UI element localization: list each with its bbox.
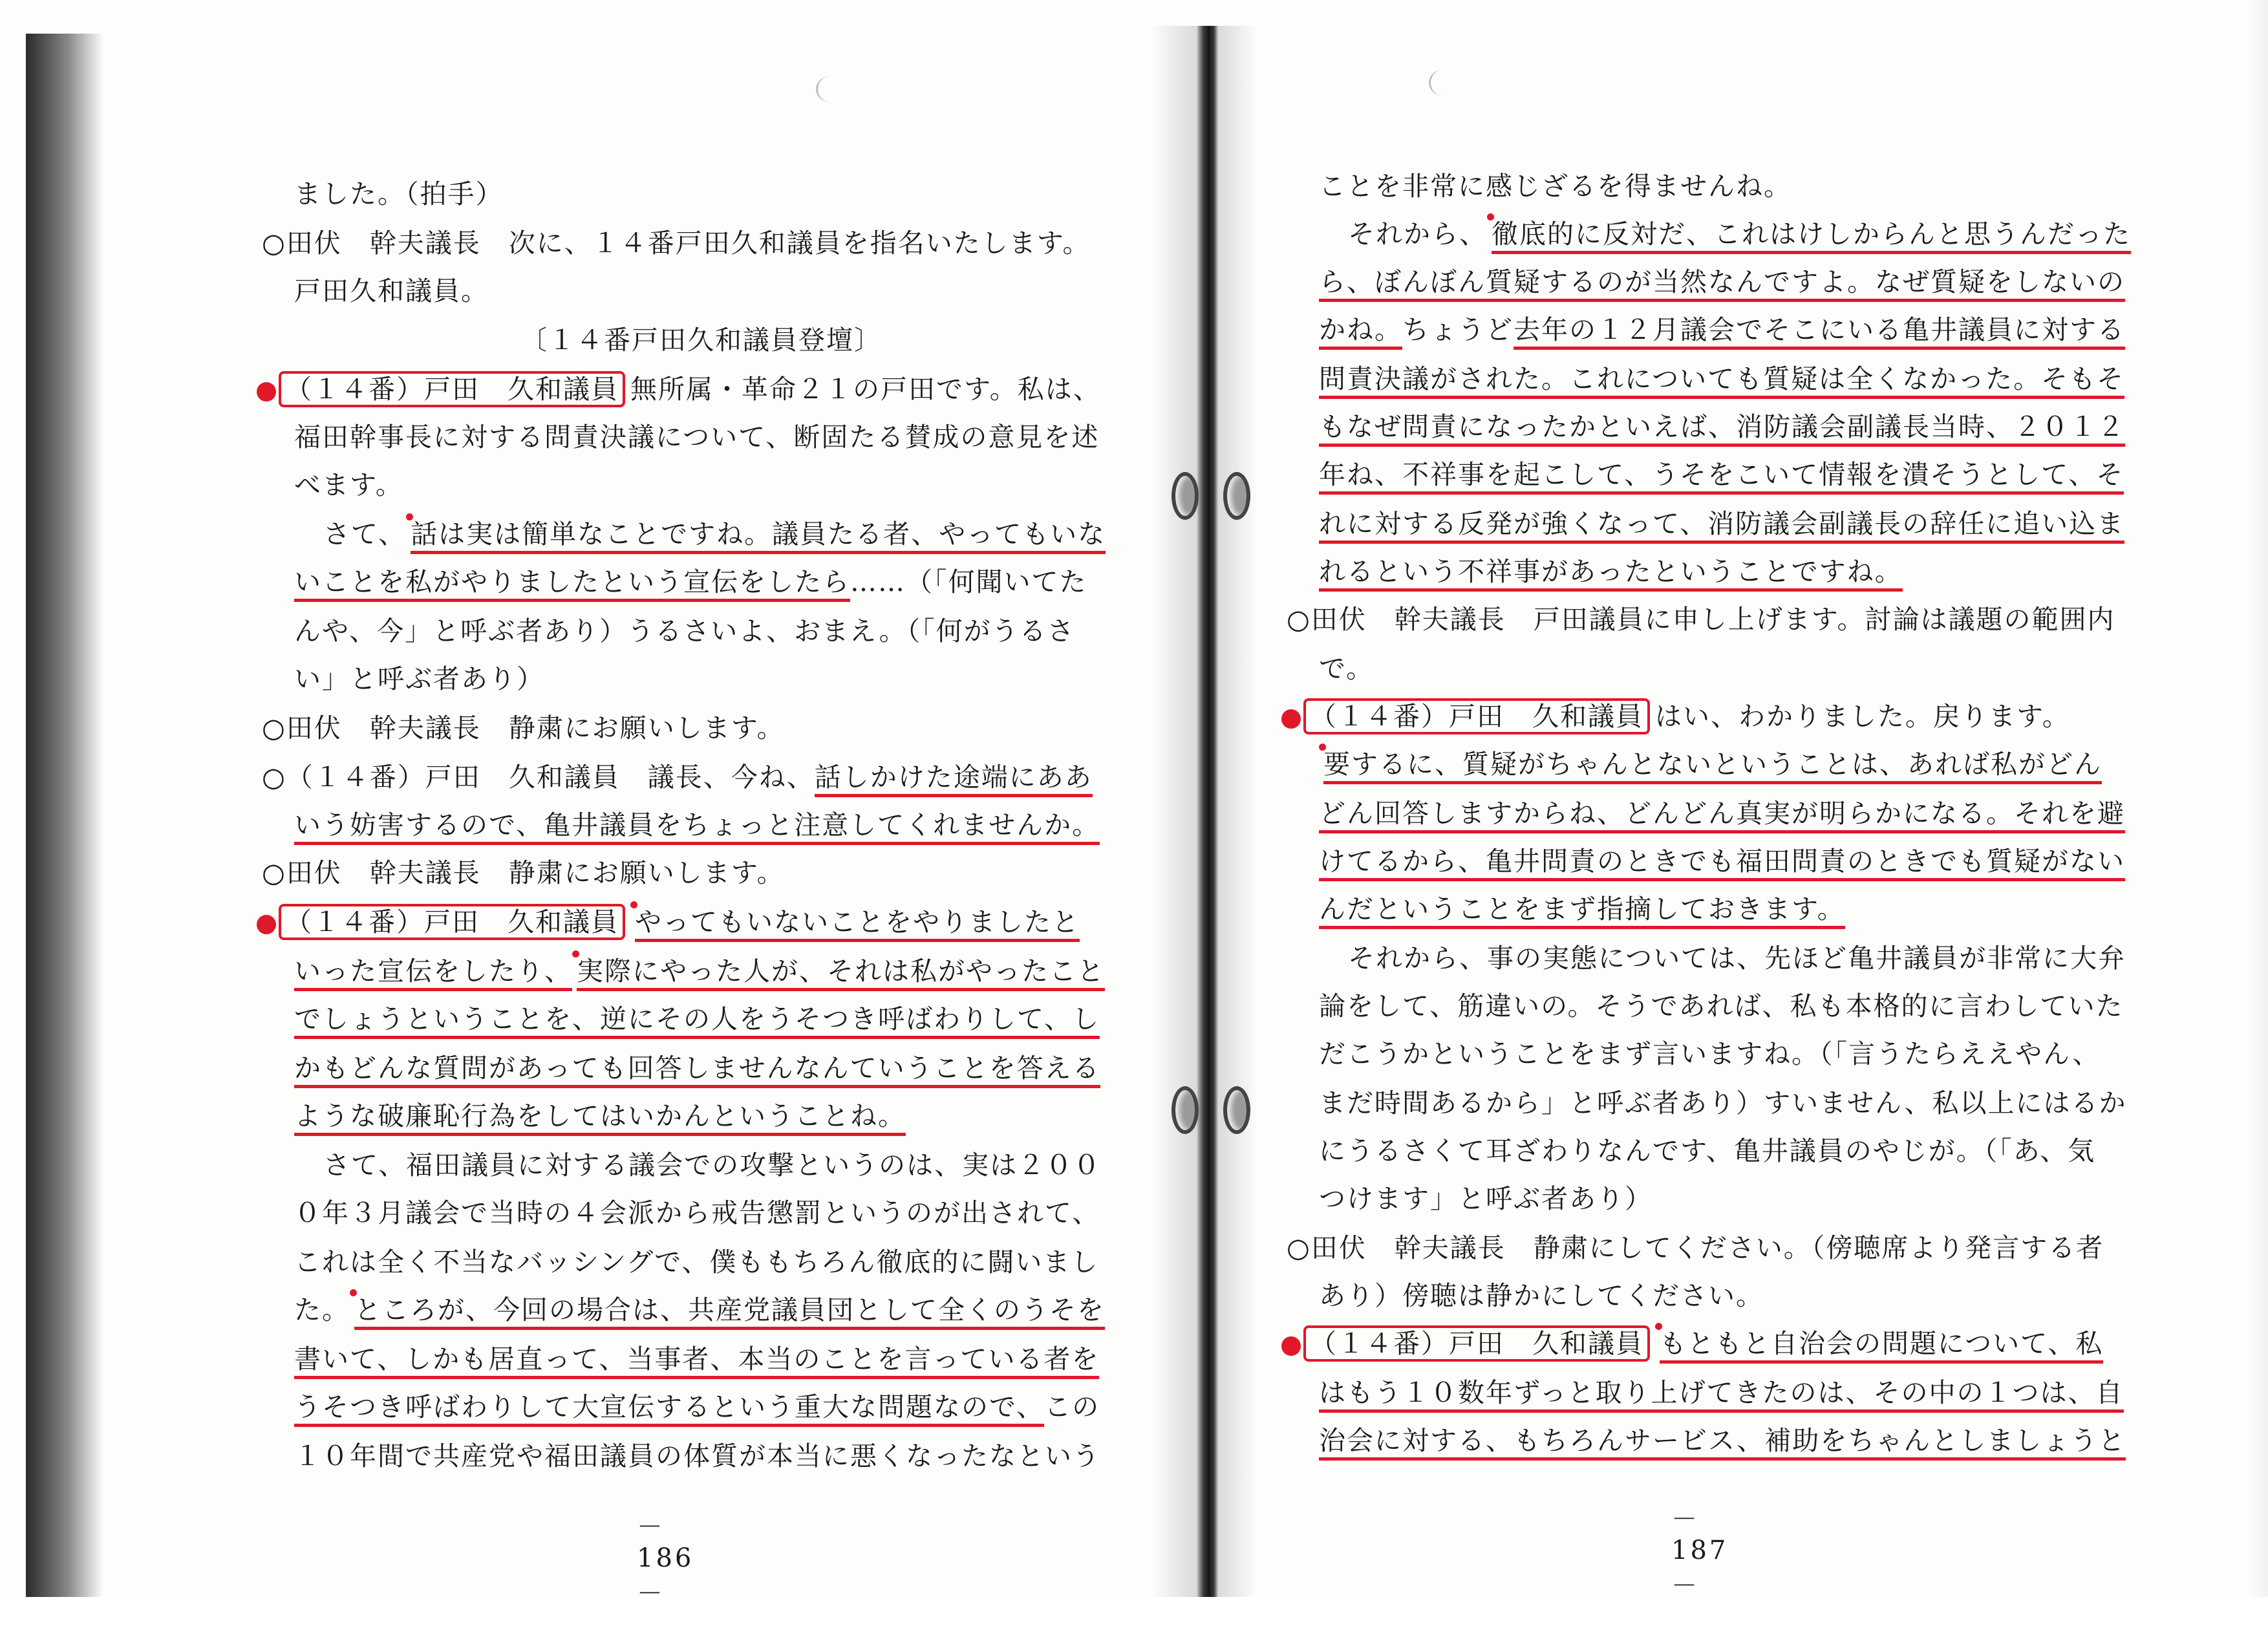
text-line: かね。ちょうど去年の１２月議会でそこにいる亀井議員に対する bbox=[1319, 313, 2125, 347]
underlined-text: いことを私がやりましたという宣伝をしたら bbox=[294, 566, 850, 602]
text-line bbox=[294, 1051, 1100, 1085]
underlined-text: かもどんな質問があっても回答しませんなんていうことを答える bbox=[294, 1053, 1100, 1088]
text-line: ○田伏 幹夫議長 次に、１４番戸田久和議員を指名いたします。 bbox=[262, 228, 1091, 259]
text-line: まだ時間あるから」と呼ぶ者あり）すいません、私以上にはるか bbox=[1319, 1088, 2127, 1119]
text-line bbox=[294, 1002, 1100, 1036]
text-line: １０年間で共産党や福田議員の体質が本当に悪くなったなという bbox=[294, 1441, 1100, 1472]
text-line: ０年３月議会で当時の４会派から戒告懲罰というのが出されて、 bbox=[294, 1197, 1100, 1228]
text-line: ○（１４番）戸田 久和議員 議長、今ね、話しかけた途端にああ bbox=[262, 760, 1093, 794]
underlined-text: 年ね、 bbox=[1319, 459, 1402, 495]
red-circle-mark bbox=[1281, 1336, 1301, 1356]
text-line: それから、事の実態については、先ほど亀井議員が非常に大弁 bbox=[1348, 943, 2126, 974]
text-line: ○田伏 幹夫議長 静粛にお願いします。 bbox=[262, 857, 785, 888]
boxed-speaker: （１４番）戸田 久和議員 bbox=[279, 371, 625, 407]
underlined-text: でしょうということを、逆にその人をうそつき呼ばわりして、し bbox=[294, 1003, 1100, 1039]
underlined-text: 問責決議がされた。これについても質疑は全くなかった。そもそ bbox=[1319, 363, 2124, 399]
underlined-text: やってもいないことをやりましたと bbox=[635, 906, 1080, 942]
text-line: （１４番）戸田 久和議員 はい、わかりました。戻ります。 bbox=[1287, 700, 2070, 733]
underlined-text: いった宣伝をしたり、 bbox=[294, 956, 572, 991]
text-line bbox=[1319, 747, 2102, 781]
boxed-speaker: （１４番）戸田 久和議員 bbox=[1303, 698, 1650, 734]
underlined-text: れに対する反発が強くなって、消防議会副議長の辞任に追い込ま bbox=[1319, 508, 2124, 544]
red-circle-mark bbox=[257, 915, 276, 934]
underlined-text: もともと自治会の問題について、私 bbox=[1660, 1328, 2103, 1364]
text-line bbox=[294, 1099, 906, 1133]
text-line bbox=[1319, 844, 2125, 878]
text-line bbox=[1319, 892, 1845, 926]
text-line: だこうかということをまず言いますね。（「言うたらええやん、 bbox=[1319, 1038, 2101, 1069]
underlined-text: 書いて、しかも居直って、当事者、本当のことを言っている者を bbox=[294, 1344, 1099, 1379]
underlined-text: んだということをまず指摘しておきます。 bbox=[1319, 894, 1845, 929]
text-line bbox=[1319, 265, 2125, 299]
right-page-edge bbox=[2243, 0, 2268, 1650]
text-line bbox=[1319, 507, 2124, 541]
red-circle-mark bbox=[257, 382, 276, 402]
underlined-text: うそつき呼ばわりして大宣伝するという重大な問題なので、 bbox=[294, 1391, 1044, 1427]
text-line: ○田伏 幹夫議長 静粛にお願いします。 bbox=[262, 712, 785, 744]
text-line bbox=[1319, 1424, 2126, 1457]
binder-hole bbox=[1171, 472, 1199, 520]
underlined-text: ところが、今回の場合は、共産党議員団として全くのうそを bbox=[354, 1294, 1105, 1330]
text-line: い」と呼ぶ者あり） bbox=[294, 663, 544, 694]
page-edge-shadow bbox=[26, 34, 103, 1598]
bottom-page-edge bbox=[0, 1597, 2268, 1650]
text-line: いことを私がやりましたという宣伝をしたら……（「何聞いてた bbox=[294, 565, 1087, 599]
text-line: ました。（拍手） bbox=[294, 178, 504, 209]
gutter-shade-right bbox=[1218, 26, 1257, 1603]
underlined-text: いう妨害するので、亀井議員をちょっと注意してくれませんか。 bbox=[294, 809, 1100, 845]
text-line: うそつき呼ばわりして大宣伝するという重大な問題なので、この bbox=[294, 1390, 1100, 1424]
underlined-text: 治会に対する、もちろんサービス、補助をちゃんとしましょうと bbox=[1319, 1425, 2126, 1461]
book-gutter bbox=[1197, 26, 1218, 1603]
text-line: さて、 話は実は簡単なことですね。議員たる者、やってもいな bbox=[323, 517, 1106, 551]
text-line bbox=[1287, 1327, 2103, 1360]
text-line: さて、福田議員に対する議会での攻撃というのは、実は２００ bbox=[323, 1150, 1102, 1181]
text-line bbox=[1319, 362, 2124, 396]
text-line bbox=[294, 1342, 1099, 1376]
text-line bbox=[1319, 458, 2124, 491]
text-line bbox=[294, 954, 1105, 988]
text-line: ことを非常に感じざるを得ませんね。 bbox=[1319, 171, 1792, 202]
underlined-text: 話しかけた途端にああ bbox=[815, 762, 1093, 797]
text-line: ○田伏 幹夫議長 静粛にしてください。（傍聴席より発言する者 bbox=[1287, 1232, 2104, 1263]
underlined-text: 要するに、質疑がちゃんとないということは、あれば私がどん bbox=[1323, 749, 2102, 784]
text-line: これは全く不当なバッシングで、僕ももちろん徹底的に闘いまし bbox=[294, 1247, 1099, 1278]
text-line: 福田幹事長に対する問責決議について、断固たる賛成の意見を述 bbox=[294, 422, 1100, 453]
text-line: （１４番）戸田 久和議員 無所属・革命２１の戸田です。私は、 bbox=[262, 372, 1101, 406]
underlined-text: 去年の１２月議会でそこにいる亀井議員に対する bbox=[1514, 314, 2125, 350]
underlined-text: その中の１つは、自 bbox=[1874, 1377, 2124, 1413]
text-line: あり）傍聴は静かにしてください。 bbox=[1319, 1280, 1764, 1311]
underlined-text: はもう１０数年ずっと取り上げてきたのは、 bbox=[1319, 1377, 1874, 1413]
text-line: べます。 bbox=[294, 469, 403, 500]
page-number: － 187 － bbox=[1671, 1505, 1729, 1601]
text-line: 論をして、筋違いの。そうであれば、私も本格的に言わしていた bbox=[1319, 991, 2124, 1022]
text-line bbox=[262, 905, 1080, 939]
gutter-shade-left bbox=[1151, 26, 1197, 1603]
underlined-text: れるという不祥事があったということですね。 bbox=[1319, 556, 1903, 592]
text-line: にうるさくて耳ざわりなんです、亀井議員のやじが。（「あ、気 bbox=[1319, 1135, 2096, 1166]
page-number: － 186 － bbox=[637, 1512, 694, 1609]
text-line: 戸田久和議員。 bbox=[294, 275, 489, 306]
text-line bbox=[1319, 1376, 2124, 1409]
stage-direction: 〔１４番戸田久和議員登壇〕 bbox=[520, 325, 882, 356]
text-line: た。 ところが、今回の場合は、共産党議員団として全くのうそを bbox=[294, 1293, 1105, 1327]
scan-artifact bbox=[816, 76, 844, 102]
binder-hole bbox=[1223, 472, 1250, 520]
text-line: それから、 徹底的に反対だ、これはけしからんと思うんだった bbox=[1348, 217, 2131, 251]
underlined-text: 徹底的に反対だ、これはけしからんと思うんだった bbox=[1492, 219, 2131, 254]
boxed-speaker: （１４番）戸田 久和議員 bbox=[279, 904, 625, 940]
red-circle-mark bbox=[1281, 709, 1301, 729]
text-line: で。 bbox=[1319, 653, 1375, 684]
underlined-text: ら、ぼんぼん質疑するのが当然なんですよ。なぜ質疑をしないの bbox=[1319, 266, 2125, 302]
text-line bbox=[1319, 555, 1903, 588]
text-line bbox=[1319, 797, 2125, 830]
underlined-text: もなぜ問責になったかといえば、消防議会副議長当時、２０１２ bbox=[1319, 411, 2125, 447]
boxed-speaker: （１４番）戸田 久和議員 bbox=[1303, 1325, 1650, 1362]
text-line bbox=[294, 808, 1100, 842]
underlined-text: かね。 bbox=[1319, 314, 1402, 350]
text-line: ○田伏 幹夫議長 戸田議員に申し上げます。討論は議題の範囲内 bbox=[1287, 604, 2115, 635]
binder-hole bbox=[1171, 1086, 1199, 1134]
text-line bbox=[1319, 410, 2125, 444]
underlined-text: 話は実は簡単なことですね。議員たる者、やってもいな bbox=[411, 519, 1106, 554]
scan-artifact bbox=[1429, 70, 1457, 96]
underlined-text: ような破廉恥行為をしてはいかんということね。 bbox=[294, 1100, 906, 1136]
underlined-text: 実際にやった人が、それは私がやったこと bbox=[577, 956, 1105, 991]
underlined-text: けてるから、亀井問責のときでも福田問責のときでも質疑がない bbox=[1319, 846, 2125, 881]
underlined-text: 不祥事を起こして、うそをこいて情報を潰そうとして、そ bbox=[1402, 459, 2124, 495]
underlined-text: どん回答しますからね、どんどん真実が明らかになる。それを避 bbox=[1319, 798, 2125, 833]
binder-hole bbox=[1223, 1086, 1250, 1134]
text-line: つけます」と呼ぶ者あり） bbox=[1319, 1183, 1653, 1214]
text-line: んや、今」と呼ぶ者あり）うるさいよ、おまえ。（「何がうるさ bbox=[294, 616, 1075, 647]
